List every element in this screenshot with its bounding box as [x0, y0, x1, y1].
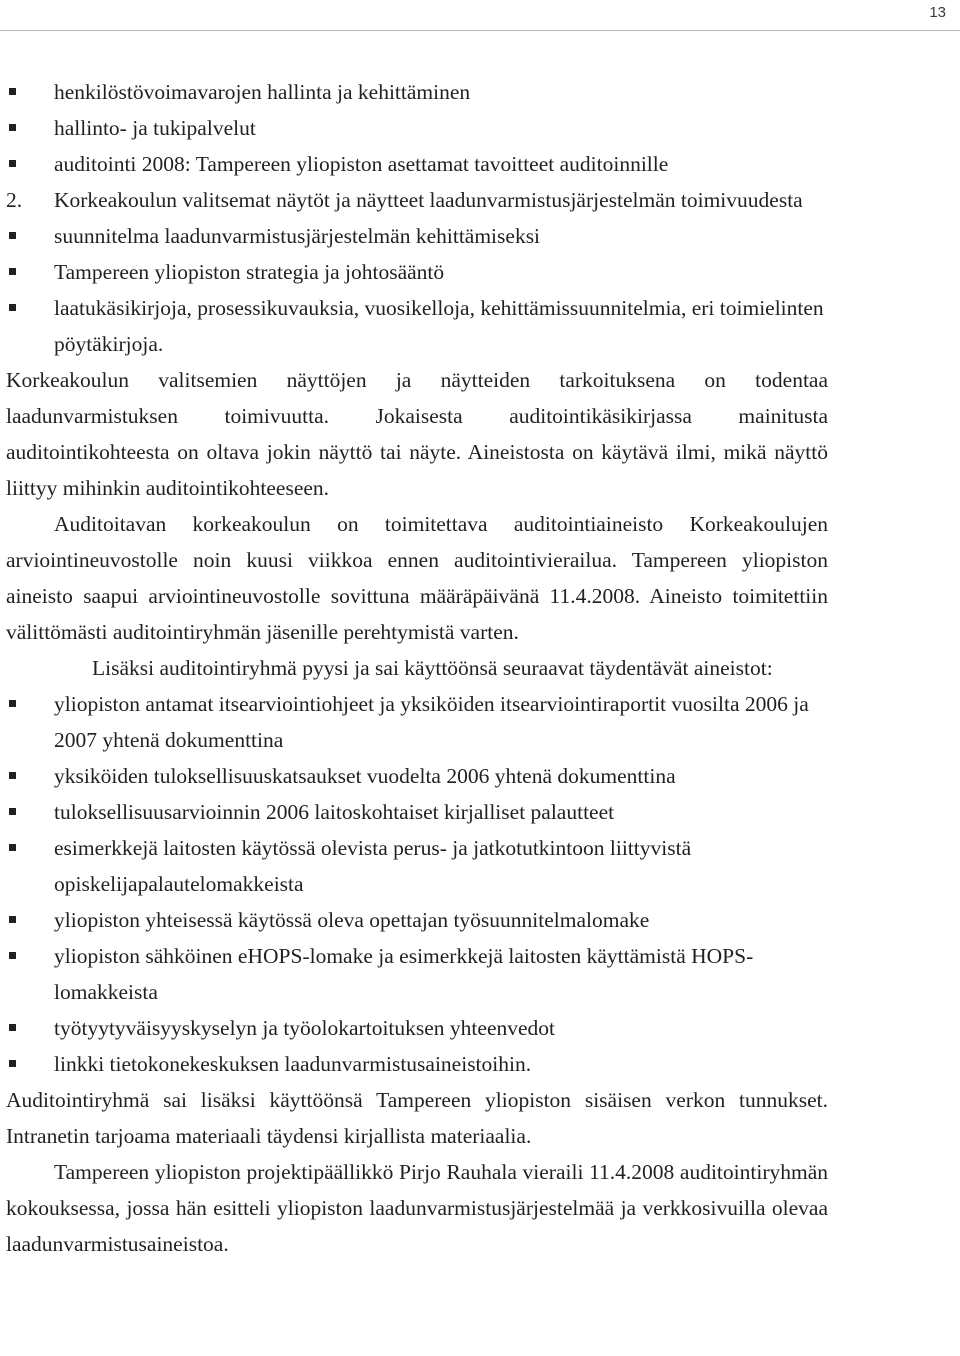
bullet-list-2: [6, 218, 828, 362]
list-item: yksiköiden tuloksellisuuskatsaukset vuodelta 2006 yhtenä dokumenttina: [6, 758, 828, 794]
bullet-list-1: [6, 74, 828, 182]
paragraph-additional-materials: Lisäksi auditointiryhmä pyysi ja sai käyttöönsä seuraavat täydentävät aineistot:: [92, 656, 773, 680]
numbered-item-2: [6, 182, 828, 218]
list-item: suunnitelma laadunvarmistusjärjestelmän kehittämiseksi: [6, 218, 828, 254]
list-item: Tampereen yliopiston strategia ja johtosääntö: [6, 254, 828, 290]
list-item: henkilöstövoimavarojen hallinta ja kehittäminen: [6, 74, 828, 110]
list-item: auditointi 2008: Tampereen yliopiston asettamat tavoitteet auditoinnille: [6, 146, 828, 182]
header-rule: [0, 30, 960, 31]
paragraph-material-delivery: Auditoitavan korkeakoulun on toimitettava auditointiaineisto Korkeakoulujen arviointineuvostolle noin kuusi viikkoa ennen auditointivierailua. Tampereen yliopiston aineisto saapui arviointineuvostolle sovittuna määräpäivänä 11.4.2008. Aineisto toimitettiin välittömästi auditointiryhmän jäsenille perehtymistä varten.: [6, 512, 828, 644]
bullet-list-3: [6, 686, 828, 1082]
list-item: yliopiston yhteisessä käytössä oleva opettajan työsuunnitelmalomake: [6, 902, 828, 938]
list-item: yliopiston sähköinen eHOPS-lomake ja esimerkkejä laitosten käyttämistä HOPS-lomakkeista: [6, 938, 828, 1010]
item-text: Korkeakoulun valitsemat näytöt ja näytteet laadunvarmistusjärjestelmän toimivuudesta: [54, 188, 803, 212]
page-number: 13: [929, 4, 946, 21]
paragraph-project-manager: Tampereen yliopiston projektipäällikkö Pirjo Rauhala vieraili 11.4.2008 auditointiryhmän kokouksessa, jossa hän esitteli yliopiston laadunvarmistusjärjestelmää ja verkkosivuilla olevaa laadunvarmistusaineistoa.: [6, 1160, 828, 1256]
paragraph-evidence-purpose: Korkeakoulun valitsemien näyttöjen ja näytteiden tarkoituksena on todentaa laadunvarmistuksen toimivuutta. Jokaisesta auditointikäsikirjassa mainitusta auditointikohteesta on oltava jokin näyttö tai näyte. Aineistosta on käytävä ilmi, mikä näyttö liittyy mihinkin auditointikohteeseen.: [6, 368, 828, 500]
list-item: tuloksellisuusarvioinnin 2006 laitoskohtaiset kirjalliset palautteet: [6, 794, 828, 830]
list-item: työtyytyväisyyskyselyn ja työolokartoituksen yhteenvedot: [6, 1010, 828, 1046]
list-item: yliopiston antamat itsearviointiohjeet ja yksiköiden itsearviointiraportit vuosilta 2006 ja 2007 yhtenä dokumenttina: [6, 686, 828, 758]
page-body: [6, 74, 828, 1262]
item-number: 2.: [6, 188, 23, 212]
paragraph-intranet: Auditointiryhmä sai lisäksi käyttöönsä Tampereen yliopiston sisäisen verkon tunnukset. Intranetin tarjoama materiaali täydensi kirjallista materiaalia.: [6, 1088, 828, 1148]
list-item: laatukäsikirjoja, prosessikuvauksia, vuosikelloja, kehittämissuunnitelmia, eri toimielinten pöytäkirjoja.: [6, 290, 828, 362]
list-item: linkki tietokonekeskuksen laadunvarmistusaineistoihin.: [6, 1046, 828, 1082]
list-item: esimerkkejä laitosten käytössä olevista perus- ja jatkotutkintoon liittyvistä opiskelijapalautelomakkeista: [6, 830, 828, 902]
list-item: hallinto- ja tukipalvelut: [6, 110, 828, 146]
